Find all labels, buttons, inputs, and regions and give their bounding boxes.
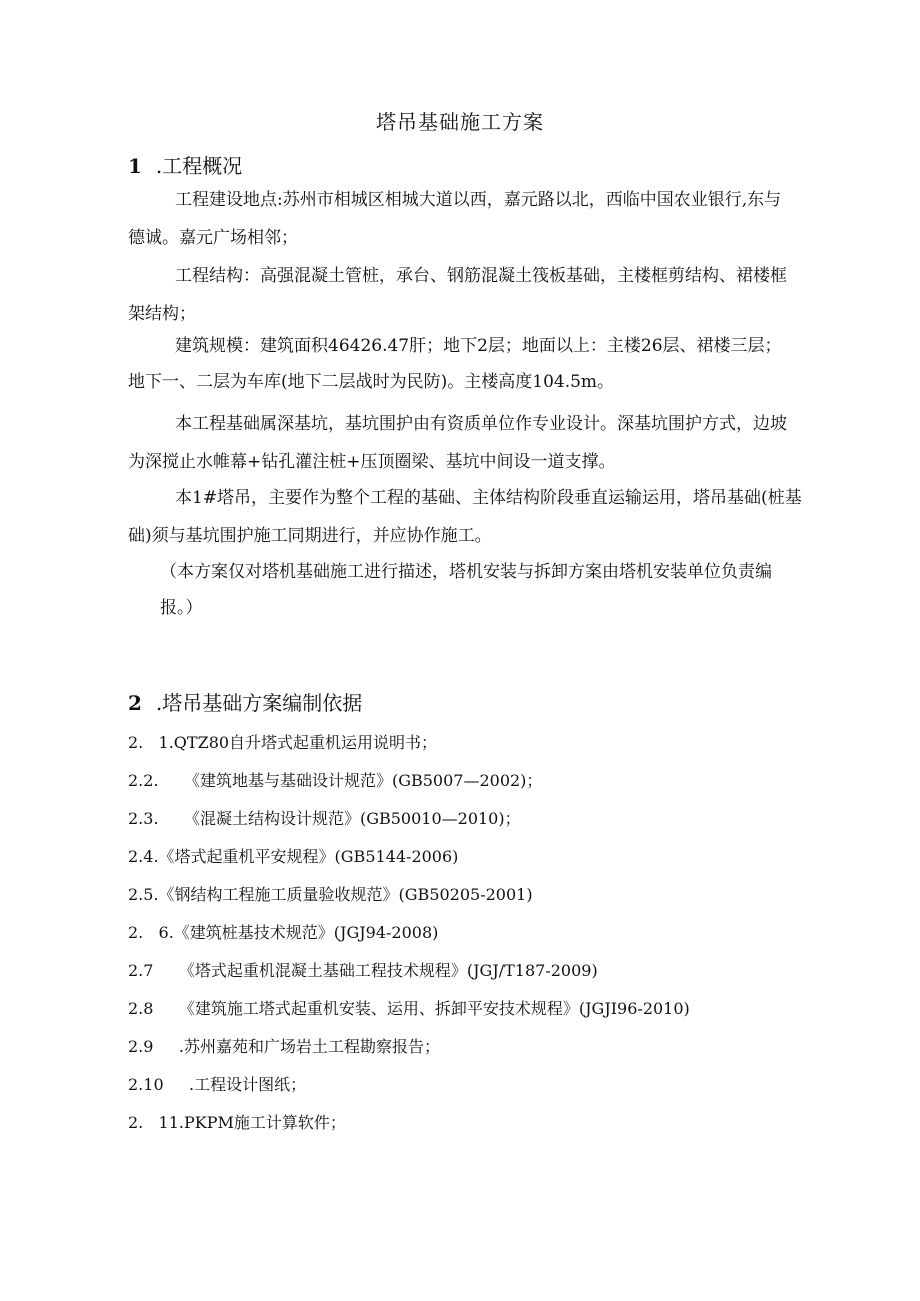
reference-item: 2.2. 《建筑地基与基础设计规范》(GB5007—2002)；	[128, 771, 543, 790]
section-2-title: .塔吊基础方案编制依据	[155, 691, 363, 715]
paragraph-line: 础)须与基坑围护施工同期进行，并应协作施工。	[128, 526, 492, 546]
paragraph-line: 工程结构：高强混凝土管桩，承台、钢筋混凝土筏板基础，主楼框剪结构、裙楼框	[175, 266, 787, 286]
reference-item: 2.7 《塔式起重机混凝土基础工程技术规程》(JGJ/T187-2009)	[128, 961, 598, 980]
reference-item: 2.4.《塔式起重机平安规程》(GB5144-2006)	[128, 847, 459, 866]
reference-item: 2.10 .工程设计图纸；	[128, 1075, 307, 1094]
paragraph-line: 德诚。嘉元广场相邻；	[128, 228, 298, 248]
paragraph-line: （本方案仅对塔机基础施工进行描述，塔机安装与拆卸方案由塔机安装单位负责编	[160, 562, 772, 582]
section-1-title: .工程概况	[155, 154, 243, 178]
paragraph-line: 报。）	[160, 598, 203, 618]
reference-item: 2.5.《钢结构工程施工质量验收规范》(GB50205-2001)	[128, 885, 533, 904]
reference-item: 2. 6.《建筑桩基技术规范》(JGJ94-2008)	[128, 923, 439, 942]
section-1-heading	[128, 150, 242, 179]
section-1-number: 1	[128, 154, 142, 178]
paragraph-line: 建筑规模：建筑面积46426.47肝；地下2层；地面以上：主楼26层、裙楼三层；	[175, 336, 782, 356]
reference-item: 2.9 .苏州嘉苑和广场岩土工程勘察报告；	[128, 1037, 440, 1056]
paragraph-line: 本工程基础属深基坑，基坑围护由有资质单位作专业设计。深基坑围护方式，边坡	[175, 414, 787, 434]
section-2-number: 2	[128, 691, 142, 715]
reference-item: 2.3. 《混凝土结构设计规范》(GB50010—2010)；	[128, 809, 521, 828]
paragraph-line: 为深搅止水帷幕+钻孔灌注桩+压顶圈梁、基坑中间设一道支撑。	[128, 452, 616, 472]
paragraph-line: 地下一、二层为车库(地下二层战时为民防)。主楼高度104.5m。	[128, 372, 615, 392]
section-2-heading	[128, 687, 362, 716]
reference-item: 2.8 《建筑施工塔式起重机安装、运用、拆卸平安技术规程》(JGJI96-2010)	[128, 999, 690, 1018]
document-title: 塔吊基础施工方案	[376, 110, 544, 134]
reference-item: 2. 11.PKPM施工计算软件；	[128, 1113, 346, 1132]
paragraph-line: 架结构；	[128, 304, 196, 324]
reference-item: 2. 1.QTZ80自升塔式起重机运用说明书；	[128, 733, 438, 752]
paragraph-line: 本1#塔吊，主要作为整个工程的基础、主体结构阶段垂直运输运用，塔吊基础(桩基	[175, 488, 802, 508]
paragraph-line: 工程建设地点:苏州市相城区相城大道以西，嘉元路以北，西临中国农业银行,东与	[175, 190, 782, 210]
